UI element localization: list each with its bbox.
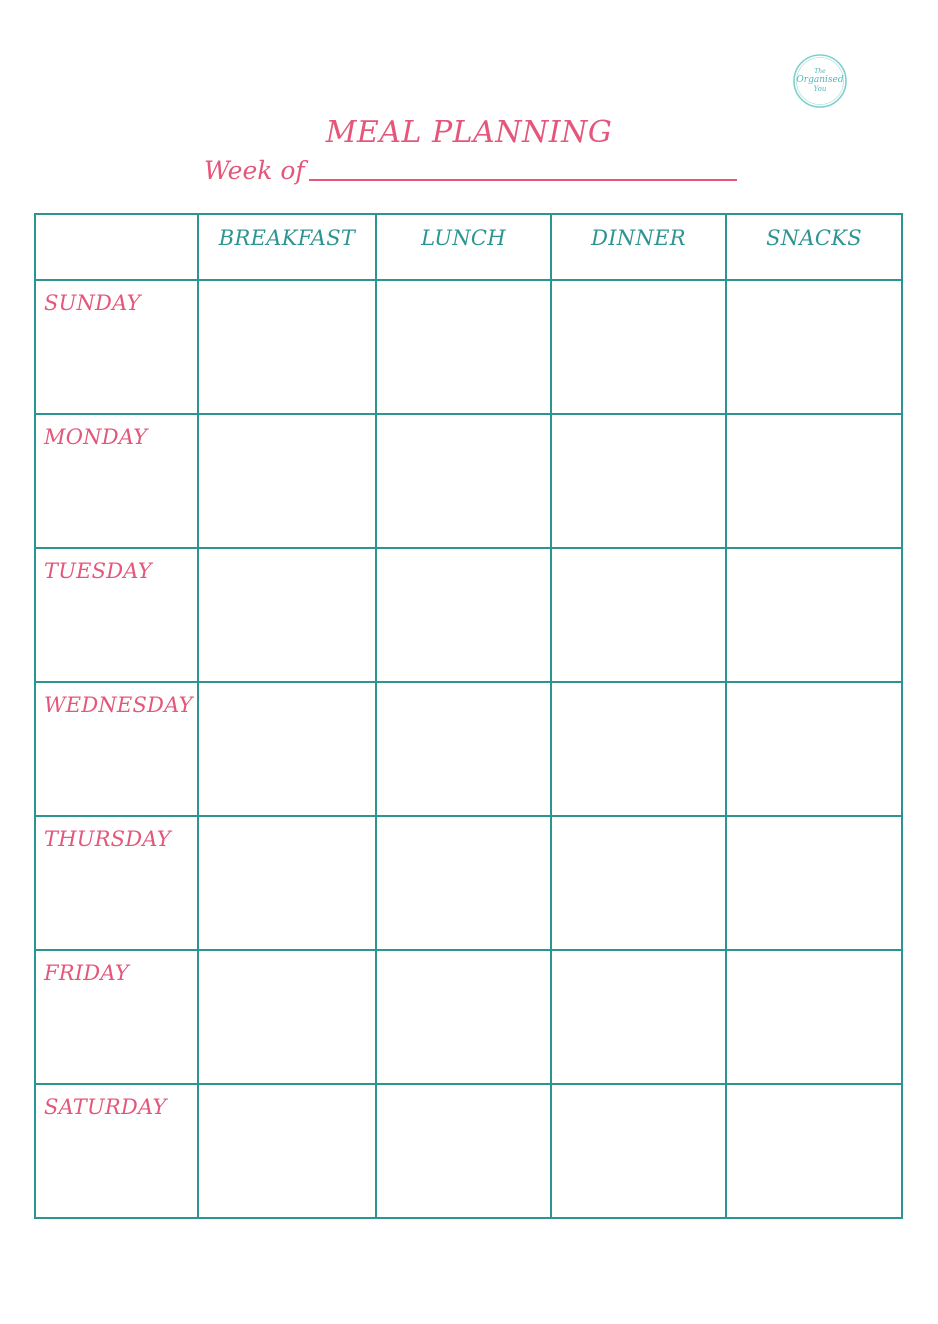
table-header-row xyxy=(35,214,902,280)
meal-cell-wednesday-lunch[interactable] xyxy=(376,682,551,816)
meal-cell-sunday-snacks[interactable] xyxy=(726,280,902,414)
meal-cell-thursday-lunch[interactable] xyxy=(376,816,551,950)
column-header-dinner: DINNER xyxy=(551,214,726,280)
meal-cell-thursday-breakfast[interactable] xyxy=(198,816,376,950)
meal-cell-sunday-dinner[interactable] xyxy=(551,280,726,414)
meal-cell-tuesday-dinner[interactable] xyxy=(551,548,726,682)
column-header-breakfast: BREAKFAST xyxy=(198,214,376,280)
meal-cell-friday-dinner[interactable] xyxy=(551,950,726,1084)
logo-text-line3: You xyxy=(813,85,827,93)
logo-text-line1: The xyxy=(814,68,826,75)
week-of-label: Week of xyxy=(204,156,305,185)
meal-cell-saturday-snacks[interactable] xyxy=(726,1084,902,1218)
day-label-saturday: SATURDAY xyxy=(35,1084,198,1218)
table-row xyxy=(35,280,902,414)
meal-cell-saturday-lunch[interactable] xyxy=(376,1084,551,1218)
table-row xyxy=(35,414,902,548)
week-of-row xyxy=(204,152,737,186)
meal-cell-wednesday-snacks[interactable] xyxy=(726,682,902,816)
meal-cell-thursday-snacks[interactable] xyxy=(726,816,902,950)
meal-cell-tuesday-lunch[interactable] xyxy=(376,548,551,682)
meal-cell-sunday-lunch[interactable] xyxy=(376,280,551,414)
meal-cell-monday-breakfast[interactable] xyxy=(198,414,376,548)
day-label-monday: MONDAY xyxy=(35,414,198,548)
page-title: MEAL PLANNING xyxy=(325,115,613,150)
day-label-wednesday: WEDNESDAY xyxy=(35,682,198,816)
column-header-lunch: LUNCH xyxy=(376,214,551,280)
meal-cell-friday-lunch[interactable] xyxy=(376,950,551,1084)
meal-cell-monday-lunch[interactable] xyxy=(376,414,551,548)
table-row xyxy=(35,548,902,682)
meal-cell-tuesday-snacks[interactable] xyxy=(726,548,902,682)
meal-cell-monday-dinner[interactable] xyxy=(551,414,726,548)
corner-cell xyxy=(35,214,198,280)
meal-planner-table xyxy=(34,213,903,1219)
table-row xyxy=(35,1084,902,1218)
meal-cell-sunday-breakfast[interactable] xyxy=(198,280,376,414)
meal-cell-saturday-breakfast[interactable] xyxy=(198,1084,376,1218)
logo-text-line2: Organised xyxy=(796,75,844,85)
day-label-friday: FRIDAY xyxy=(35,950,198,1084)
day-label-sunday: SUNDAY xyxy=(35,280,198,414)
table-row xyxy=(35,682,902,816)
day-label-thursday: THURSDAY xyxy=(35,816,198,950)
table-row xyxy=(35,816,902,950)
column-header-snacks: SNACKS xyxy=(726,214,902,280)
meal-cell-wednesday-dinner[interactable] xyxy=(551,682,726,816)
brand-logo xyxy=(792,53,848,109)
meal-cell-tuesday-breakfast[interactable] xyxy=(198,548,376,682)
meal-cell-monday-snacks[interactable] xyxy=(726,414,902,548)
week-of-line[interactable] xyxy=(309,179,737,181)
meal-cell-friday-breakfast[interactable] xyxy=(198,950,376,1084)
meal-cell-saturday-dinner[interactable] xyxy=(551,1084,726,1218)
table-row xyxy=(35,950,902,1084)
meal-cell-friday-snacks[interactable] xyxy=(726,950,902,1084)
day-label-tuesday: TUESDAY xyxy=(35,548,198,682)
meal-cell-thursday-dinner[interactable] xyxy=(551,816,726,950)
meal-cell-wednesday-breakfast[interactable] xyxy=(198,682,376,816)
